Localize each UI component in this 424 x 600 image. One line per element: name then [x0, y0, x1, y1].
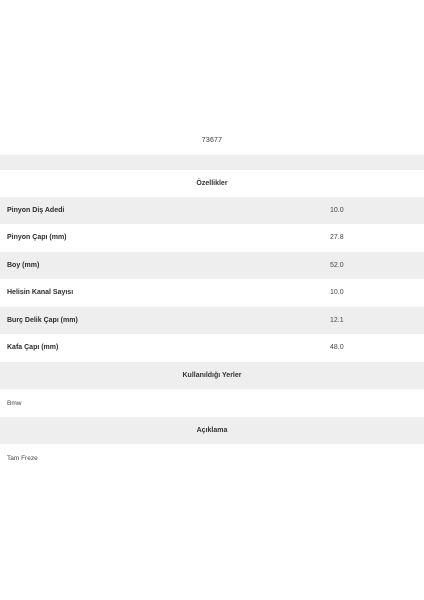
spec-row	[0, 197, 424, 224]
spec-row	[0, 252, 424, 279]
spec-value: 10.0	[330, 207, 344, 214]
spec-label: Helisin Kanal Sayısı	[7, 289, 74, 296]
spec-row	[0, 224, 424, 251]
spec-label: Pinyon Diş Adedi	[7, 207, 65, 214]
spec-value: 27.8	[330, 234, 344, 241]
spec-value: 10.0	[330, 289, 344, 296]
separator-band	[0, 155, 424, 170]
spec-value: 12.1	[330, 317, 344, 324]
description-heading: Açıklama	[0, 417, 424, 444]
spec-row	[0, 334, 424, 361]
spec-label: Kafa Çapı (mm)	[7, 344, 59, 351]
usage-heading: Kullanıldığı Yerler	[0, 362, 424, 389]
spec-value: 48.0	[330, 344, 344, 351]
spec-value: 52.0	[330, 262, 344, 269]
specs-heading: Özellikler	[196, 180, 228, 187]
description-text: Tam Freze	[7, 455, 38, 462]
product-code: 73677	[201, 137, 223, 144]
spec-label: Pinyon Çapı (mm)	[7, 234, 67, 241]
spec-label: Burç Delik Çapı (mm)	[7, 317, 78, 324]
spec-row	[0, 307, 424, 334]
spec-label: Boy (mm)	[7, 262, 40, 269]
usage-text: Bmw	[7, 400, 22, 407]
spec-row	[0, 279, 424, 306]
